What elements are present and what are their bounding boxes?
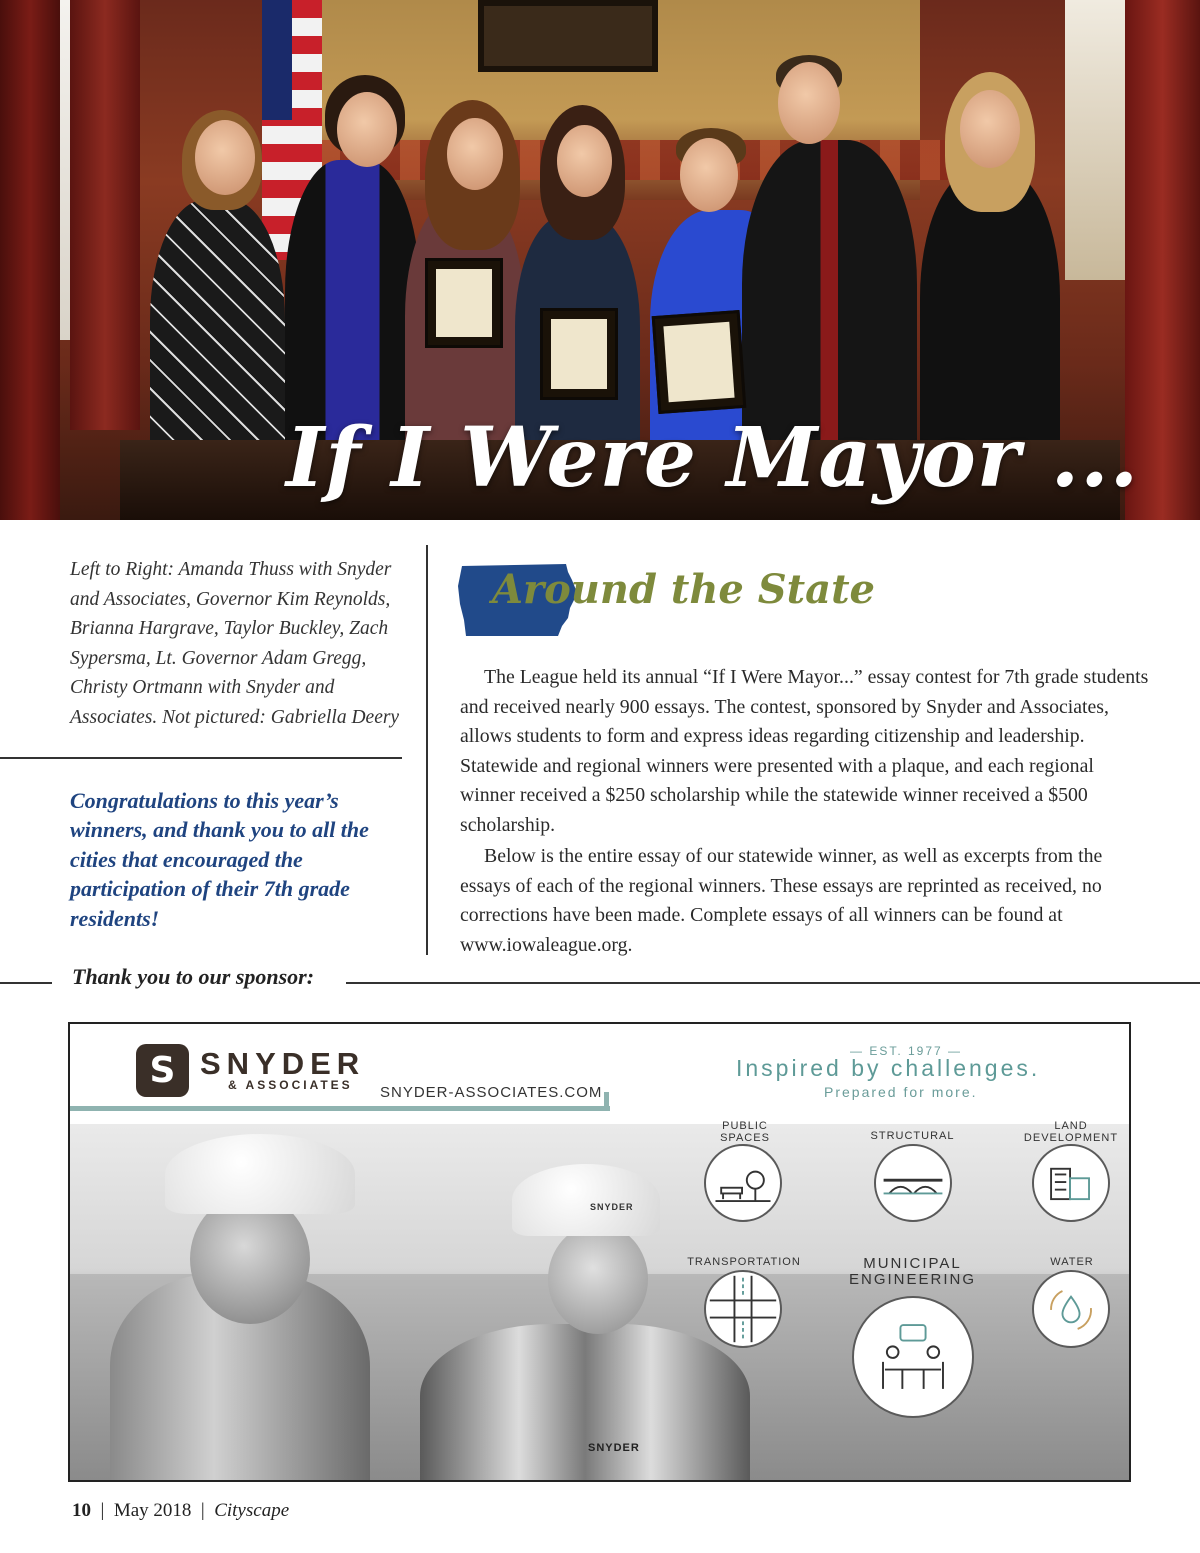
curtain-left bbox=[0, 0, 60, 520]
public-spaces-icon bbox=[704, 1144, 782, 1222]
page-footer: 10 | May 2018 | Cityscape bbox=[72, 1500, 290, 1521]
ad-tagline-sub: Prepared for more. bbox=[824, 1084, 978, 1100]
service-label-transportation: TRANSPORTATION bbox=[687, 1256, 801, 1268]
person-7-head bbox=[960, 90, 1020, 168]
vest-logo-text: SNYDER bbox=[588, 1442, 640, 1454]
worker-right bbox=[420, 1324, 750, 1482]
service-label-land-development: LAND DEVELOPMENT bbox=[1023, 1120, 1119, 1144]
transportation-icon bbox=[704, 1270, 782, 1348]
section-heading: Around the State bbox=[492, 566, 875, 613]
water-icon bbox=[1032, 1270, 1110, 1348]
award-plaque-2 bbox=[540, 308, 618, 400]
service-label-water: WATER bbox=[1050, 1256, 1094, 1268]
person-3-head bbox=[447, 118, 503, 190]
award-plaque-3 bbox=[652, 310, 747, 414]
sponsor-rule-left bbox=[0, 982, 52, 984]
land-development-icon bbox=[1032, 1144, 1110, 1222]
ad-brand-subtitle: & ASSOCIATES bbox=[228, 1078, 353, 1092]
ad-established: — EST. 1977 — bbox=[850, 1044, 963, 1058]
person-1-head bbox=[195, 120, 255, 195]
column-divider bbox=[426, 545, 428, 955]
municipal-engineering-icon bbox=[852, 1296, 974, 1418]
magazine-name: Cityscape bbox=[214, 1500, 290, 1521]
service-label-public-spaces: PUBLIC SPACES bbox=[720, 1120, 770, 1144]
sponsor-advertisement bbox=[68, 1022, 1131, 1482]
sponsor-label: Thank you to our sponsor: bbox=[72, 964, 315, 989]
person-2-head bbox=[337, 92, 397, 167]
page-number: 10 bbox=[72, 1500, 91, 1521]
person-5-head bbox=[680, 138, 738, 212]
award-plaque-1 bbox=[425, 258, 503, 348]
curtain-left-inner bbox=[70, 0, 140, 430]
ad-accent-cap bbox=[604, 1092, 609, 1111]
sponsor-rule-right bbox=[346, 982, 1200, 984]
person-6-head bbox=[778, 62, 840, 144]
worker-right-hard-hat bbox=[512, 1164, 660, 1236]
issue-date: May 2018 bbox=[113, 1500, 192, 1521]
photo-caption: Left to Right: Amanda Thuss with Snyder and Associates, Governor Kim Reynolds, Brianna Hargrave, Taylor Buckley, Zach Sypersma, Lt. Governor Adam Gregg, Christy Ortmann with Snyder and Associates. Not pictured: Gabriella Deery bbox=[70, 559, 400, 728]
hero-photo bbox=[0, 0, 1200, 520]
congratulations-callout: Congratulations to this year’s winners, and thank you to all the cities that encouraged the participation of their 7th grade residents! bbox=[70, 788, 369, 931]
article-title: If I Were Mayor ... bbox=[286, 410, 1140, 506]
worker-right-head bbox=[548, 1224, 648, 1334]
service-label-structural: STRUCTURAL bbox=[870, 1130, 955, 1142]
article-paragraph-1: The League held its annual “If I Were Mayor...” essay contest for 7th grade students and received nearly 900 essays. The contest, sponsored by Snyder and Associates, allows students to form and express ideas regarding citizenship and leadership. Statewide and regional winners were presented with a plaque, and each regional winner received a $250 scholarship while the statewide winner received a $500 scholarship. bbox=[460, 666, 1149, 836]
service-label-municipal-engineering: MUNICIPAL ENGINEERING bbox=[848, 1255, 976, 1288]
wall-painting bbox=[478, 0, 658, 72]
hard-hat-logo-text: SNYDER bbox=[590, 1202, 634, 1212]
worker-left-hard-hat bbox=[165, 1134, 355, 1214]
us-flag-canton bbox=[262, 0, 292, 120]
snyder-logo-icon: S bbox=[136, 1044, 189, 1097]
structural-icon bbox=[874, 1144, 952, 1222]
ad-accent-line bbox=[70, 1106, 610, 1111]
wall-frieze bbox=[300, 140, 1000, 180]
ad-brand-name: SNYDER bbox=[200, 1046, 366, 1081]
article-paragraph-2: Below is the entire essay of our statewide winner, as well as excerpts from the essays of each of the regional winners. These essays are reprinted as received, no corrections have been made. Complete essays of all winners can be found at www.iowaleague.org. bbox=[460, 845, 1103, 956]
ad-website: SNYDER-ASSOCIATES.COM bbox=[380, 1084, 603, 1101]
person-4-head bbox=[557, 125, 612, 197]
caption-divider bbox=[0, 757, 402, 759]
ad-tagline: Inspired by challenges. bbox=[736, 1055, 1041, 1081]
